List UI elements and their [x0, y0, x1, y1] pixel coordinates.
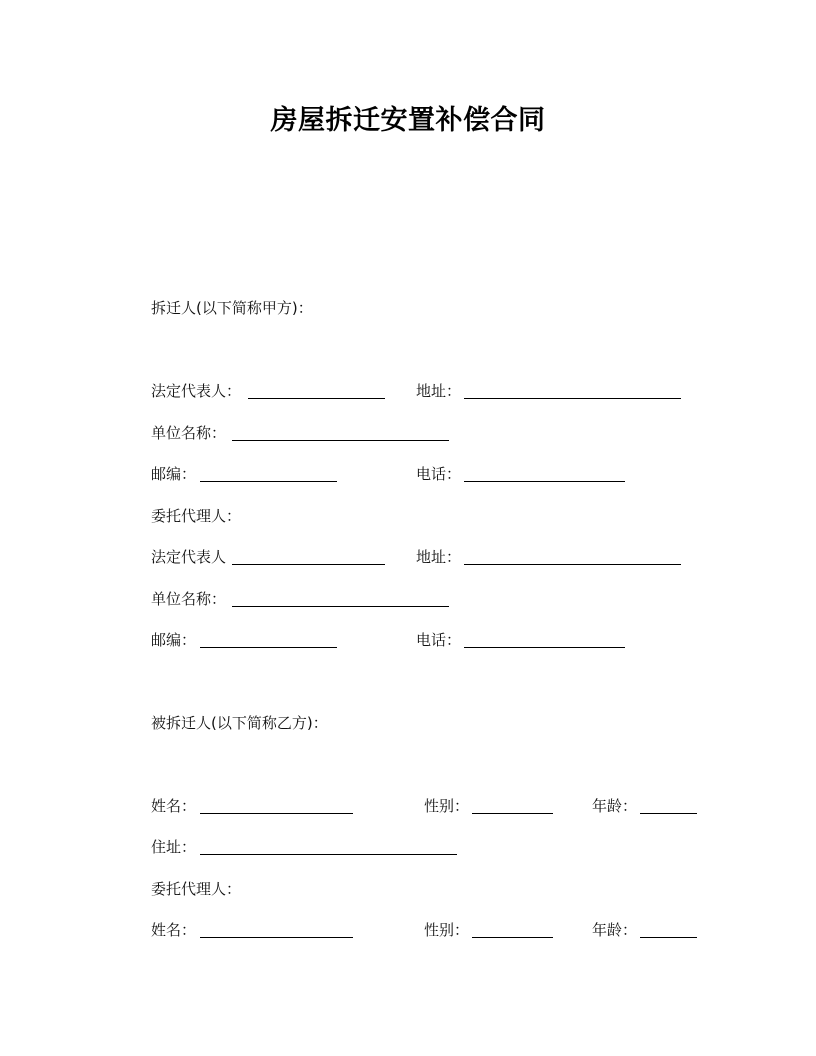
party-a-address-blank[interactable] — [464, 398, 681, 399]
party-a-legal-rep-blank[interactable] — [248, 398, 385, 399]
party-a-heading: 拆迁人(以下简称甲方)： — [151, 299, 313, 317]
party-b-age-blank[interactable] — [640, 813, 697, 814]
party-b-agent-gender-label: 性别： — [424, 921, 470, 939]
party-a-agent-address-blank[interactable] — [464, 564, 681, 565]
party-a-unit-name-blank[interactable] — [232, 440, 449, 441]
party-b-name-label: 姓名： — [151, 797, 197, 815]
party-b-gender-blank[interactable] — [472, 813, 553, 814]
party-b-name-blank[interactable] — [200, 813, 353, 814]
party-a-agent-legal-rep-blank[interactable] — [232, 564, 385, 565]
party-b-residence-label: 住址： — [151, 838, 197, 856]
party-b-agent-gender-blank[interactable] — [472, 937, 553, 938]
party-a-agent-unit-name-blank[interactable] — [232, 606, 449, 607]
party-b-heading: 被拆迁人(以下简称乙方)： — [151, 714, 328, 732]
party-a-agent-phone-blank[interactable] — [464, 647, 625, 648]
party-b-agent-age-label: 年龄： — [592, 921, 638, 939]
party-a-legal-rep-label: 法定代表人： — [151, 382, 242, 400]
party-b-age-label: 年龄： — [592, 797, 638, 815]
party-b-agent-name-blank[interactable] — [200, 937, 353, 938]
party-a-postcode-blank[interactable] — [200, 481, 337, 482]
party-a-unit-name-label: 单位名称： — [151, 424, 227, 442]
party-a-agent-address-label: 地址： — [416, 548, 462, 566]
party-a-postcode-label: 邮编： — [151, 465, 197, 483]
party-a-agent-legal-rep-label: 法定代表人 — [151, 548, 227, 566]
party-a-agent-postcode-blank[interactable] — [200, 647, 337, 648]
party-a-agent-heading: 委托代理人： — [151, 507, 242, 525]
party-a-agent-unit-name-label: 单位名称： — [151, 590, 227, 608]
party-b-agent-age-blank[interactable] — [640, 937, 697, 938]
party-a-phone-blank[interactable] — [464, 481, 625, 482]
document-title: 房屋拆迁安置补偿合同 — [270, 105, 546, 136]
party-a-agent-phone-label: 电话： — [416, 631, 462, 649]
party-b-gender-label: 性别： — [424, 797, 470, 815]
party-a-address-label: 地址： — [416, 382, 462, 400]
party-b-residence-blank[interactable] — [200, 854, 457, 855]
party-b-agent-heading: 委托代理人： — [151, 880, 242, 898]
party-b-agent-name-label: 姓名： — [151, 921, 197, 939]
party-a-agent-postcode-label: 邮编： — [151, 631, 197, 649]
party-a-phone-label: 电话： — [416, 465, 462, 483]
